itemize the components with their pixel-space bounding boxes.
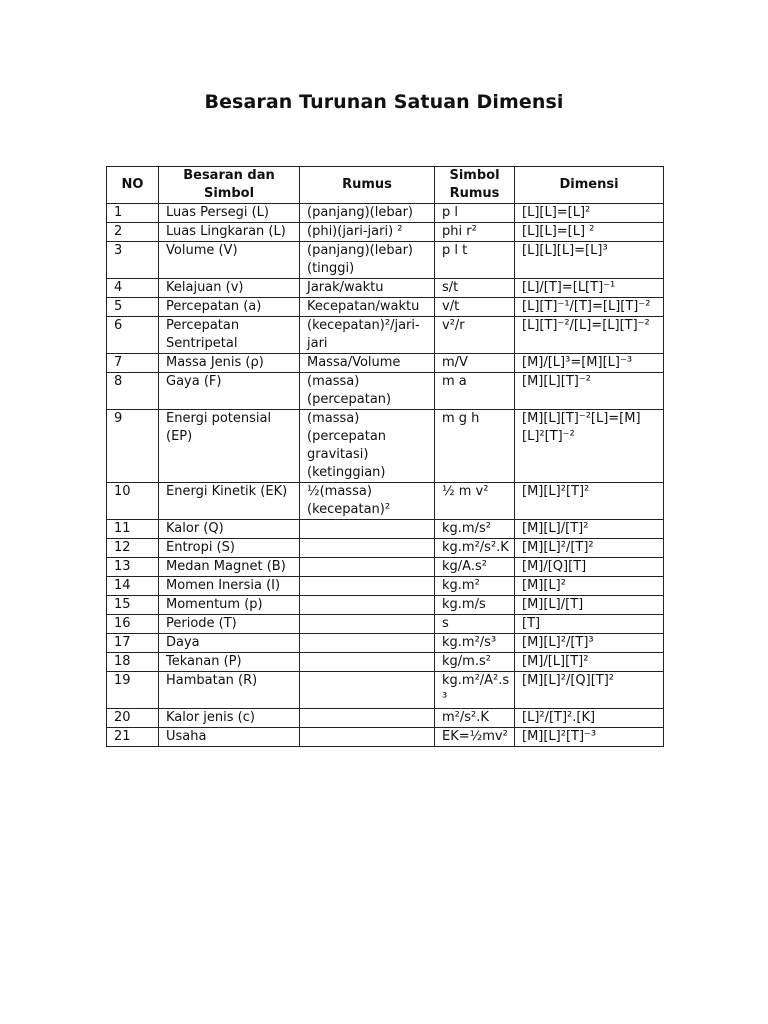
cell-dimensi: [M][L]²[T]² [515,483,664,520]
cell-simbol: kg.m²/A².s³ [435,672,515,709]
header-no: NO [107,167,159,204]
cell-besaran: Energi potensial (EP) [159,410,300,483]
cell-rumus: Kecepatan/waktu [300,298,435,317]
cell-simbol: m²/s².K [435,709,515,728]
cell-besaran: Massa Jenis (ρ) [159,354,300,373]
table-row [107,728,664,747]
cell-besaran: Usaha [159,728,300,747]
table-row [107,298,664,317]
cell-simbol: m g h [435,410,515,483]
cell-rumus [300,634,435,653]
header-simbol: Simbol Rumus [435,167,515,204]
cell-rumus: (panjang)(lebar)(tinggi) [300,242,435,279]
cell-besaran: Volume (V) [159,242,300,279]
cell-no: 20 [107,709,159,728]
table-row [107,204,664,223]
cell-rumus [300,596,435,615]
cell-simbol: ½ m v² [435,483,515,520]
cell-besaran: Momentum (p) [159,596,300,615]
cell-dimensi: [L][L][L]=[L]³ [515,242,664,279]
cell-dimensi: [L][T]⁻¹/[T]=[L][T]⁻² [515,298,664,317]
cell-simbol: p l [435,204,515,223]
header-dimensi: Dimensi [515,167,664,204]
cell-rumus: (kecepatan)²/jari-jari [300,317,435,354]
table-row [107,615,664,634]
cell-simbol: s [435,615,515,634]
cell-simbol: m a [435,373,515,410]
cell-no: 2 [107,223,159,242]
cell-rumus [300,672,435,709]
cell-no: 18 [107,653,159,672]
cell-dimensi: [M][L][T]⁻² [515,373,664,410]
cell-dimensi: [M]/[Q][T] [515,558,664,577]
cell-no: 10 [107,483,159,520]
cell-rumus: ½(massa)(kecepatan)² [300,483,435,520]
cell-rumus: (panjang)(lebar) [300,204,435,223]
cell-dimensi: [M][L]²/[T]² [515,539,664,558]
cell-dimensi: [M]/[L]³=[M][L]⁻³ [515,354,664,373]
cell-simbol: p l t [435,242,515,279]
cell-rumus: Massa/Volume [300,354,435,373]
table-row [107,279,664,298]
cell-no: 4 [107,279,159,298]
cell-rumus: Jarak/waktu [300,279,435,298]
table-row [107,672,664,709]
cell-dimensi: [L]²/[T]².[K] [515,709,664,728]
table-row [107,596,664,615]
cell-no: 16 [107,615,159,634]
table-row [107,317,664,354]
cell-no: 17 [107,634,159,653]
cell-simbol: kg.m² [435,577,515,596]
cell-besaran: Luas Persegi (L) [159,204,300,223]
cell-rumus [300,728,435,747]
cell-besaran: Hambatan (R) [159,672,300,709]
cell-rumus [300,577,435,596]
table-row [107,483,664,520]
cell-rumus [300,539,435,558]
table-row [107,634,664,653]
table-row [107,520,664,539]
cell-simbol: kg.m²/s³ [435,634,515,653]
cell-besaran: Gaya (F) [159,373,300,410]
cell-no: 14 [107,577,159,596]
table-row [107,373,664,410]
cell-besaran: Tekanan (P) [159,653,300,672]
cell-no: 9 [107,410,159,483]
cell-dimensi: [M][L]/[T]² [515,520,664,539]
cell-besaran: Percepatan Sentripetal [159,317,300,354]
cell-simbol: kg.m/s [435,596,515,615]
cell-besaran: Kalor (Q) [159,520,300,539]
cell-dimensi: [L][L]=[L]² [515,204,664,223]
cell-dimensi: [M][L]²/[Q][T]² [515,672,664,709]
cell-dimensi: [M][L]² [515,577,664,596]
table-row [107,223,664,242]
table-row [107,709,664,728]
cell-dimensi: [L]/[T]=[L[T]⁻¹ [515,279,664,298]
cell-simbol: v/t [435,298,515,317]
cell-besaran: Energi Kinetik (EK) [159,483,300,520]
cell-besaran: Momen Inersia (I) [159,577,300,596]
cell-dimensi: [M][L]/[T] [515,596,664,615]
cell-simbol: EK=½mv² [435,728,515,747]
cell-dimensi: [M][L][T]⁻²[L]=[M][L]²[T]⁻² [515,410,664,483]
cell-dimensi: [M][L]²/[T]³ [515,634,664,653]
table-row [107,410,664,483]
cell-simbol: v²/r [435,317,515,354]
table-header-row [107,167,664,204]
cell-dimensi: [T] [515,615,664,634]
table-row [107,653,664,672]
cell-no: 1 [107,204,159,223]
cell-simbol: kg/A.s² [435,558,515,577]
cell-simbol: kg.m²/s².K [435,539,515,558]
cell-besaran: Entropi (S) [159,539,300,558]
page-title: Besaran Turunan Satuan Dimensi [204,91,564,113]
cell-rumus [300,615,435,634]
cell-besaran: Periode (T) [159,615,300,634]
table-row [107,539,664,558]
cell-besaran: Medan Magnet (B) [159,558,300,577]
cell-simbol: m/V [435,354,515,373]
cell-simbol: s/t [435,279,515,298]
cell-simbol: kg/m.s² [435,653,515,672]
cell-no: 11 [107,520,159,539]
table-body [107,204,664,747]
cell-no: 15 [107,596,159,615]
cell-no: 19 [107,672,159,709]
header-rumus: Rumus [300,167,435,204]
cell-dimensi: [M]/[L][T]² [515,653,664,672]
cell-rumus [300,653,435,672]
table-row [107,354,664,373]
cell-no: 21 [107,728,159,747]
cell-dimensi: [L][L]=[L] ² [515,223,664,242]
cell-besaran: Luas Lingkaran (L) [159,223,300,242]
cell-dimensi: [L][T]⁻²/[L]=[L][T]⁻² [515,317,664,354]
table-row [107,558,664,577]
cell-rumus [300,520,435,539]
cell-no: 13 [107,558,159,577]
header-besaran: Besaran dan Simbol [159,167,300,204]
cell-rumus [300,709,435,728]
cell-no: 12 [107,539,159,558]
cell-no: 3 [107,242,159,279]
cell-no: 7 [107,354,159,373]
cell-rumus: (massa)(percepatan) [300,373,435,410]
dimension-table [106,166,664,747]
cell-no: 6 [107,317,159,354]
cell-besaran: Kelajuan (v) [159,279,300,298]
cell-rumus: (phi)(jari-jari) ² [300,223,435,242]
cell-rumus: (massa)(percepatan gravitasi)(ketinggian) [300,410,435,483]
cell-besaran: Kalor jenis (c) [159,709,300,728]
cell-simbol: kg.m/s² [435,520,515,539]
cell-besaran: Percepatan (a) [159,298,300,317]
cell-no: 5 [107,298,159,317]
table-row [107,577,664,596]
cell-no: 8 [107,373,159,410]
cell-dimensi: [M][L]²[T]⁻³ [515,728,664,747]
cell-rumus [300,558,435,577]
cell-besaran: Daya [159,634,300,653]
table-row [107,242,664,279]
cell-simbol: phi r² [435,223,515,242]
